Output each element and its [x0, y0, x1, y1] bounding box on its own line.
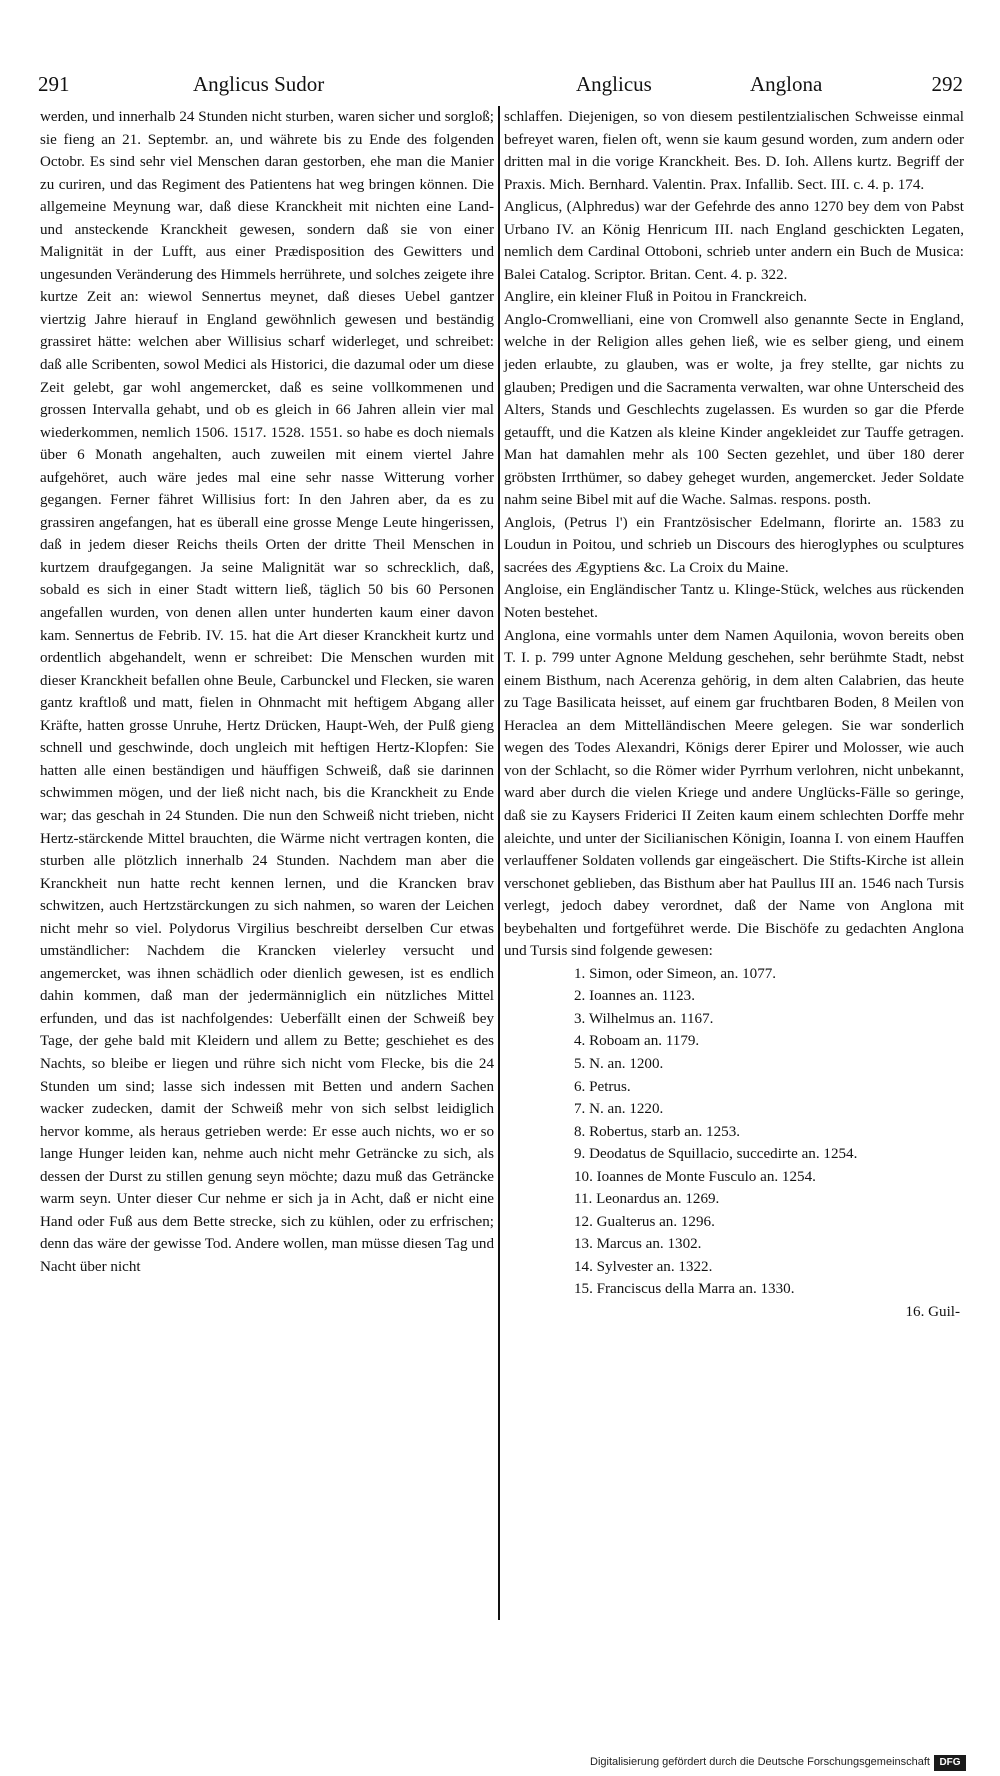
page-number-right: 292 — [931, 72, 963, 96]
entry-continuation: schlaffen. Diejenigen, so von diesem pestilentzialischen Schweisse einmal befreyet waren, fielen oft, wenn sie kaum gesund worden, zum andern oder dritten mal in die vorige Kranckheit. Bes. D. Ioh. Allens kurtz. Begriff der Praxis. Mich. Bernhard. Valentin. Prax. Infallib. Sect. III. c. 4. p. 174. — [504, 109, 964, 193]
dfg-logo: DFG — [934, 1755, 966, 1771]
list-item: 14. Sylvester an. 1322. — [574, 1258, 713, 1275]
digitization-footer — [0, 1752, 1000, 1776]
list-item: 8. Robertus, starb an. 1253. — [574, 1123, 741, 1140]
running-head-right-2: Anglona — [750, 72, 823, 96]
entry-anglire: Anglire, ein kleiner Fluß in Poitou in Franckreich. — [504, 289, 808, 306]
page-header — [38, 72, 963, 102]
entry-anglois: Anglois, (Petrus l') ein Frantzösischer Edelmann, florirte an. 1583 zu Loudun in Poitou, und schrieb un Discours des hieroglyphes ou sculptures sacrées des Ægyptiens &c. La Croix du Maine. — [504, 514, 964, 576]
running-head-right-1: Anglicus — [576, 72, 652, 96]
list-item: 13. Marcus an. 1302. — [574, 1236, 702, 1253]
list-item: 2. Ioannes an. 1123. — [574, 988, 696, 1005]
list-item: 15. Franciscus della Marra an. 1330. — [574, 1281, 795, 1298]
running-head-left: Anglicus Sudor — [193, 72, 325, 96]
left-paragraph: werden, und innerhalb 24 Stunden nicht sturben, waren sicher und sorgloß; sie fieng an 21. Septembr. an, und währete bis zu Ende des folgenden Octobr. Es sind sehr viel Menschen daran gestorben, ehe man die Manier zu curiren, und das Regiment des Patientens hat weg bringen können. Die allgemeine Meynung war, daß diese Kranckheit mit nichten eine Land- und ansteckende Kranckheit gewesen, sondern daß sie von einer Malignität in der Lufft, aus einer Prædisposition des Gewitters und ungesunden Veränderung des Himmels herrührete, und solches zeigete ihre kurtze Zeit an: wiewol Sennertus meynet, daß dieses Uebel gantzer viertzig Jahre hierauf in England gewöhnlich gewesen und beständig grassiret hätte: welchen aber Willisius scharf widerleget, und schreibet: daß alle Scribenten, sowol Medici als Historici, die dazumal oder um diese Zeit gelebt, gar wohl angemercket, daß es seine vollkommenen und grossen Intervalla gehabt, und ob es gleich in 66 Jahren allein vier mal wiederkommen, nemlich 1506. 1517. 1528. 1551. so habe es doch niemals über 6 Monath angehalten, auch zuweilen mit einem viertel Jahre aufgehöret, auch wäre jedes mal eine sehr nasse Witterung vorher gegangen. Ferner fähret Willisius fort: In den Jahren aber, da es zu grassiren angefangen, hat es überall eine grosse Menge Leute hingerissen, daß in jedem dieser Reichs theils Orten der dritte Theil Menschen in kurtzem draufgegangen. Ja seine Malignität war so schrecklich, daß, sobald es sich in einer Stadt wittern ließ, täglich 50 bis 60 Personen angefallen wurden, von denen allen unter hunderten kaum einer davon kam. Sennertus de Febrib. IV. 15. hat die Art dieser Kranckheit kurtz und ordentlich abgehandelt, wenn er schreibet: Die Menschen wurden mit dieser Kranckheit befallen ohne Beule, Carbunckel und Flecken, sie waren gantz kraftloß und matt, fielen in Ohnmacht mit heftigem Abgang aller Kräfte, hatten grosse Unruhe, Hertz Drücken, Haupt-Weh, der Pulß gieng schnell und geschwinde, doch ungleich mit heftigen Hertz-Klopfen: Sie hatten alle einen beständigen und häuffigen Schweiß, daß sie darinnen schwimmen mögen, und der ließ nicht nach, bis die Kranckheit zu Ende war; das geschah in 24 Stunden. Die nun den Schweiß nicht trieben, nicht Hertz-stärckende Mittel brauchten, die Wärme nicht vertragen konten, die sturben alle plötzlich innerhalb 24 Stunden. Nachdem man aber die Kranckheit nun hatte recht kennen lernen, und die Krancken brav schwitzen, auch Hertzstärckungen zu sich nahmen, so waren der Leichen nicht mehr so viel. Polydorus Virgilius beschreibt derselben Cur etwas umständlicher: Nachdem die Krancken vielerley versucht und angemercket, was ihnen schädlich oder dienlich gewesen, ist es endlich dahin kommen, daß man der jedermänniglich ein nützliches Mittel erfunden, und das ist nachfolgendes: Ueberfällt einen der Schweiß bey Tage, der gehe bald mit Kleidern und allem zu Bette; geschiehet es des Nachts, so bleibe er liegen und rühre sich nicht vom Flecke, bis die 24 Stunden um sind; lasse sich indessen mit Betten und andern Sachen wacker zudecken, damit der Schweiß mehr von sich selbst leidiglich hervor komme, als heraus getrieben werde: Er esse auch nichts, wo er so lange Hunger leiden kan, nehme auch nicht mehr Geträncke zu sich, als dessen der Durst zu stillen genung seyn möchte; dazu muß das Geträncke warm seyn. Unter dieser Cur nehme er sich ja in Acht, daß er nicht eine Hand oder Fuß aus dem Bette strecke, sich zu kühlen, oder zu erfrischen; denn das wäre der gewisse Tod. Andere wollen, man müsse diesen Tag und Nacht über nicht — [40, 109, 494, 1275]
entry-anglicus: Anglicus, (Alphredus) war der Gefehrde des anno 1270 bey dem von Pabst Urbano IV. an König Henricum III. nach England geschickten Legaten, nemlich dem Cardinal Ottoboni, schrieb unter andern ein Buch de Musica: Balei Catalog. Scriptor. Britan. Cent. 4. p. 322. — [504, 199, 964, 283]
list-item: 9. Deodatus de Squillacio, succedirte an. 1254. — [574, 1146, 858, 1163]
list-item: 11. Leonardus an. 1269. — [574, 1191, 720, 1208]
list-item: 12. Gualterus an. 1296. — [574, 1213, 715, 1230]
catchword: 16. Guil- — [905, 1303, 960, 1320]
bishop-list — [504, 963, 964, 1301]
right-column — [504, 106, 964, 1324]
footer-credit: Digitalisierung gefördert durch die Deutsche Forschungsgemeinschaft — [590, 1756, 930, 1768]
entry-angloise: Angloise, ein Engländischer Tantz u. Klinge-Stück, welches aus rückenden Noten bestehet. — [504, 582, 964, 622]
entry-anglo-cromwelliani: Anglo-Cromwelliani, eine von Cromwell also genannte Secte in England, welche in der Religion alles gehen ließ, wie es selber gieng, und einem jeden erlaubte, zu glauben, was er wolte, ja frey stellte, gar nichts zu glauben; Predigen und die Sacramenta verwalten, war ohne Unterscheid des Alters, Stands und Geschlechts zugelassen. Es wurden so gar die Pferde getaufft, und die Katzen als kleine Kinder angekleidet zur Tauffe getragen. Man hat damahlen mehr als 100 Secten gezehlet, und über 180 derer gröbsten Irrthümer, so dabey geheget wurden, angemercket. Jeder Soldate nahm seine Bibel mit auf die Wache. Salmas. respons. posth. — [504, 311, 964, 509]
list-item: 10. Ioannes de Monte Fusculo an. 1254. — [574, 1168, 816, 1185]
list-item: 3. Wilhelmus an. 1167. — [574, 1010, 714, 1027]
column-divider — [498, 106, 500, 1620]
list-item: 5. N. an. 1200. — [574, 1055, 664, 1072]
entry-anglona: Anglona, eine vormahls unter dem Namen Aquilonia, wovon bereits oben T. I. p. 799 unter Agnone Meldung geschehen, sehr berühmte Stadt, nebst einem Bisthum, nach Acerenza gehörig, in dem alten Calabrien, das heute zu Tage Basilicata heisset, auf einem gar fruchtbaren Boden, 8 Meilen von Heraclea an dem Mittelländischen Meere gelegen. Sie war sonderlich wegen des Todes Alexandri, Königs derer Epirer und Molosser, wie auch von der Schlacht, so die Römer wider Pyrrhum verlohren, nicht unbekannt, ward aber durch die vielen Kriege und andere Unglücks-Fälle so geringe, daß sie zu Kaysers Friderici II Zeiten kaum einem schlechten Dorffe mehr aleichte, und unter der Sicilianischen Königin, Ioanna I. von einem Hauffen verlauffener Soldaten vollends gar eingeäschert. Die Stifts-Kirche ist allein verschonet geblieben, das Bisthum aber hat Paullus III an. 1546 nach Tursis verlegt, jedoch dabey verordnet, daß der Name von Anglona mit beybehalten und fortgeführet werde. Die Bischöfe zu gedachten Anglona und Tursis sind folgende gewesen: — [504, 627, 964, 960]
list-item: 1. Simon, oder Simeon, an. 1077. — [574, 965, 777, 982]
list-item: 4. Roboam an. 1179. — [574, 1033, 700, 1050]
page-number-left: 291 — [38, 72, 70, 96]
left-column — [40, 106, 494, 1278]
list-item: 6. Petrus. — [574, 1078, 631, 1095]
list-item: 7. N. an. 1220. — [574, 1101, 664, 1118]
